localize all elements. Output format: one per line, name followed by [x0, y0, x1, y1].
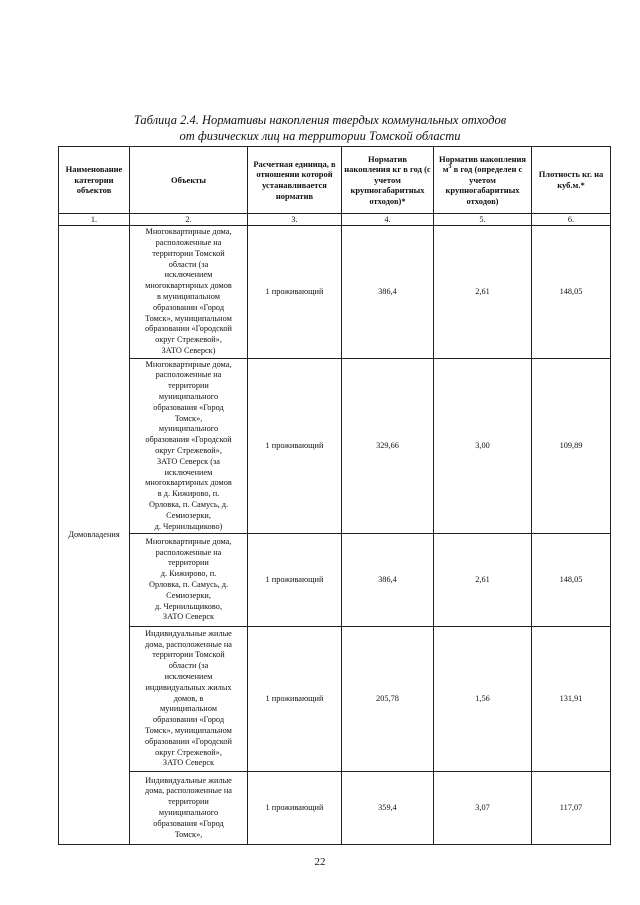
objects-line: д. Кижирово, п. — [160, 569, 217, 579]
density-cell: 131,91 — [532, 627, 611, 772]
objects-line: Томск», — [174, 413, 203, 423]
objects-line: Многоквартирные дома, — [145, 536, 232, 546]
objects-line: территории Томской — [152, 650, 225, 660]
objects-cell — [130, 627, 248, 772]
objects-line: образовании «Городской — [145, 324, 232, 334]
kg-cell: 205,78 — [342, 627, 434, 772]
density-cell: 148,05 — [532, 534, 611, 627]
m3-cell: 3,07 — [434, 772, 532, 845]
category-cell: Домовладения — [59, 226, 130, 845]
objects-line: расположенные на — [155, 370, 222, 380]
objects-line: ЗАТО Северск (за — [157, 456, 220, 466]
objects-line: Томск», — [174, 829, 203, 839]
objects-line: Многоквартирные дома, — [145, 227, 232, 237]
objects-line: территории — [168, 797, 209, 807]
m3-cell: 2,61 — [434, 534, 532, 627]
kg-cell: 386,4 — [342, 226, 434, 359]
objects-line: ЗАТО Северск — [162, 758, 215, 768]
objects-line: образования «Городской — [145, 435, 232, 445]
objects-cell — [130, 772, 248, 845]
density-cell: 148,05 — [532, 226, 611, 359]
table-row — [59, 534, 611, 627]
table-row — [59, 226, 611, 359]
objects-line: многоквартирных домов — [145, 478, 232, 488]
header-kg: Норматив накопления кг в год (с учетом крупногабаритных отходов)* — [342, 147, 434, 214]
objects-line: в д. Кижирово, п. — [157, 489, 220, 499]
objects-line: Семиозерки, — [166, 510, 211, 520]
objects-cell — [130, 226, 248, 359]
objects-line: индивидуальных жилых — [145, 682, 232, 692]
m3-cell: 3,00 — [434, 359, 532, 534]
objects-line: ЗАТО Северск) — [161, 345, 216, 355]
unit-cell: 1 проживающий — [248, 359, 342, 534]
objects-line: Многоквартирные дома, — [145, 359, 232, 369]
density-cell: 117,07 — [532, 772, 611, 845]
objects-line: в муниципальном — [157, 292, 220, 301]
table-row — [59, 772, 611, 845]
objects-line: Томск», муниципальном — [145, 313, 232, 323]
objects-line: Орловка, п. Самусь, д. — [148, 499, 229, 509]
objects-line: муниципального — [158, 392, 219, 402]
norms-table — [58, 146, 611, 845]
col-num-2: 2. — [130, 214, 248, 226]
m3-cell: 1,56 — [434, 627, 532, 772]
header-category: Наименование категории объектов — [59, 147, 130, 214]
objects-line: округ Стрежевой», — [155, 446, 222, 455]
unit-cell: 1 проживающий — [248, 627, 342, 772]
objects-line: территории — [168, 558, 209, 568]
density-cell: 109,89 — [532, 359, 611, 534]
objects-line: многоквартирных домов — [145, 281, 232, 291]
col-num-4: 4. — [342, 214, 434, 226]
kg-cell: 359,4 — [342, 772, 434, 845]
objects-line: дома, расположенные на — [145, 786, 232, 796]
header-row — [59, 147, 611, 214]
objects-cell — [130, 359, 248, 534]
col-num-5: 5. — [434, 214, 532, 226]
kg-cell: 386,4 — [342, 534, 434, 627]
header-m3-pre: Норматив накопления м — [438, 153, 527, 175]
objects-line: области (за — [168, 661, 209, 671]
objects-line: образовании «Город — [152, 715, 225, 725]
objects-line: расположенные на — [155, 547, 222, 557]
col-num-3: 3. — [248, 214, 342, 226]
unit-cell: 1 проживающий — [248, 772, 342, 845]
objects-line: Орловка, п. Самусь, д. — [148, 580, 229, 589]
objects-line: ЗАТО Северск — [162, 612, 215, 622]
unit-cell: 1 проживающий — [248, 534, 342, 627]
header-density: Плотность кг. на куб.м.* — [532, 147, 611, 214]
col-num-6: 6. — [532, 214, 611, 226]
col-num-1: 1. — [59, 214, 130, 226]
objects-line: муниципальном — [160, 704, 217, 714]
table-row — [59, 627, 611, 772]
page-number: 22 — [314, 856, 326, 868]
objects-line: Индивидуальные жилые — [145, 628, 232, 638]
caption-line-2: от физических лиц на территории Томской области — [179, 129, 461, 143]
objects-line: д. Чернильщиково, — [154, 601, 223, 611]
header-m3-sup: 3 — [448, 164, 452, 171]
objects-line: образования «Город — [153, 402, 224, 412]
table-body — [59, 226, 611, 845]
objects-line: расположенные на — [155, 238, 222, 248]
objects-line: д. Чернильщиково) — [154, 521, 223, 531]
objects-cell — [130, 534, 248, 627]
objects-line: Семиозерки, — [166, 590, 211, 600]
objects-line: исключением — [164, 270, 213, 280]
objects-line: области (за — [168, 259, 209, 269]
column-numbers-row — [59, 214, 611, 226]
caption-line-1: Таблица 2.4. Нормативы накопления твердых коммунальных отходов — [133, 113, 507, 127]
header-objects: Объекты — [130, 147, 248, 214]
objects-line: образования «Город — [153, 818, 224, 828]
objects-line: муниципального — [158, 424, 219, 434]
table-row — [59, 359, 611, 534]
objects-line: исключением — [164, 672, 213, 681]
objects-line: округ Стрежевой», — [155, 747, 222, 757]
objects-line: Индивидуальные жилые — [145, 775, 232, 785]
unit-cell: 1 проживающий — [248, 226, 342, 359]
objects-line: домов, в — [173, 693, 204, 703]
m3-cell: 2,61 — [434, 226, 532, 359]
objects-line: исключением — [164, 467, 213, 477]
kg-cell: 329,66 — [342, 359, 434, 534]
header-m3 — [434, 147, 532, 214]
objects-line: образовании «Город — [152, 302, 225, 312]
objects-line: территории — [168, 381, 209, 391]
objects-line: территории Томской — [152, 248, 225, 258]
table-caption — [0, 112, 640, 144]
objects-line: округ Стрежевой», — [155, 335, 222, 345]
objects-line: образовании «Городской — [145, 736, 232, 746]
header-unit: Расчетная единица, в отношении которой устанавливается норматив — [248, 147, 342, 214]
objects-line: дома, расположенные на — [145, 639, 232, 649]
header-m3-post: в год (определен с учетом крупногабаритных отходов) — [445, 164, 523, 206]
objects-line: муниципального — [158, 808, 219, 817]
objects-line: Томск», муниципальном — [145, 725, 232, 735]
